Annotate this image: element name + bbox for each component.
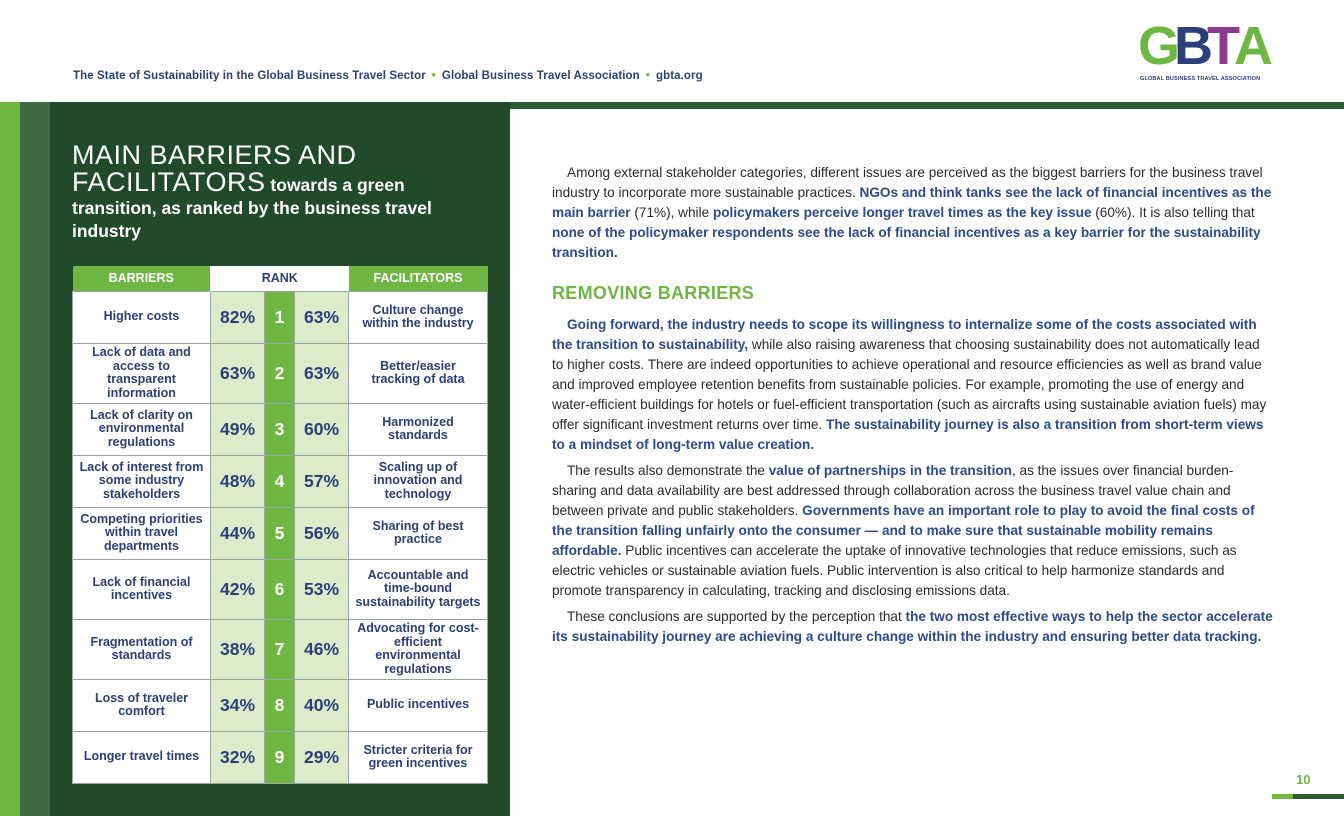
table-row — [73, 507, 488, 559]
highlighted-text: value of partnerships in the transition — [768, 463, 1012, 478]
barrier-percent: 49% — [211, 403, 265, 455]
barrier-percent: 63% — [211, 343, 265, 403]
table-row — [73, 619, 488, 679]
barrier-percent: 82% — [211, 291, 265, 343]
table-row — [73, 291, 488, 343]
barrier-label: Higher costs — [73, 291, 211, 343]
panel-title-main: MAIN BARRIERS AND FACILITATORS — [72, 140, 357, 197]
facilitator-label: Public incentives — [349, 679, 488, 731]
barrier-label: Fragmentation of standards — [73, 619, 211, 679]
highlighted-text: policymakers perceive longer travel times as the key issue — [712, 205, 1092, 220]
header-website-link[interactable]: gbta.org — [655, 70, 703, 82]
barrier-percent: 48% — [211, 455, 265, 507]
barrier-percent: 44% — [211, 507, 265, 559]
rank-number: 6 — [265, 559, 295, 619]
table-row — [73, 731, 488, 783]
highlighted-text: Governments have an important role to play to avoid the final costs of the transition falling unfairly onto the consumer — and to make sure that sustainable mobility remains affordable. — [552, 503, 1255, 558]
table-row — [73, 679, 488, 731]
rank-number: 5 — [265, 507, 295, 559]
table-row — [73, 403, 488, 455]
section-heading: REMOVING BARRIERS — [552, 283, 755, 303]
body-text-run: These conclusions are supported by the perception that — [567, 609, 906, 624]
rank-number: 4 — [265, 455, 295, 507]
paragraph-partnerships — [552, 461, 1274, 601]
facilitators-header: FACILITATORS — [349, 266, 488, 291]
facilitator-percent: 40% — [295, 679, 349, 731]
highlighted-text: the two most effective ways to help the sector accelerate its sustainability journey are achieving a culture change within the industry and ensuring better data tracking. — [552, 609, 1273, 644]
facilitator-percent: 53% — [295, 559, 349, 619]
body-text-run: Among external stakeholder categories, different issues are perceived as the biggest barriers for the business travel industry to incorporate more sustainable practices. — [552, 165, 1263, 200]
barrier-label: Longer travel times — [73, 731, 211, 783]
rank-number: 9 — [265, 731, 295, 783]
body-text-run: Public incentives can accelerate the uptake of innovative technologies that reduce emissions, such as electric vehicles or sustainable aviation fuels. Public intervention is also critical to help harmonize standards and promote transparency in calculating, tracking and disclosing emissions data. — [552, 543, 1237, 598]
rank-number: 7 — [265, 619, 295, 679]
facilitator-percent: 29% — [295, 731, 349, 783]
highlighted-text: NGOs and think tanks see the lack of financial incentives as the main barrier — [552, 185, 1272, 220]
barrier-percent: 34% — [211, 679, 265, 731]
rank-number: 3 — [265, 403, 295, 455]
facilitator-percent: 57% — [295, 455, 349, 507]
logo-letter-a: A — [1234, 16, 1268, 76]
logo-subtitle: GLOBAL BUSINESS TRAVEL ASSOCIATION — [1140, 76, 1261, 82]
facilitator-percent: 63% — [295, 343, 349, 403]
footer-rule-dark — [1293, 794, 1344, 799]
body-text-run: , as the issues over financial burden-sharing and data availability are best addressed through collaboration across the business travel value chain and between private and public stakeholders. — [552, 463, 1234, 518]
paragraph-stakeholders — [552, 163, 1274, 263]
facilitator-label: Culture change within the industry — [349, 291, 488, 343]
body-text-run: while also raising awareness that choosing sustainability does not automatically lead to higher costs. There are indeed opportunities to achieve operational and resource efficiencies as well as brand value and improved employee retention benefits from sustainable policies. For example, promoting the use of energy and water-efficient buildings for hotels or fuel-efficient transportation (such as aircrafts using sustainable aviation fuels) may offer significant investment returns over time. — [552, 337, 1267, 432]
facilitator-label: Accountable and time-bound sustainability targets — [349, 559, 488, 619]
barriers-header: BARRIERS — [73, 266, 211, 291]
table-body — [73, 291, 488, 783]
logo-letter-b: B — [1174, 16, 1208, 76]
header-separator: • — [645, 70, 650, 82]
barrier-label: Loss of traveler comfort — [73, 679, 211, 731]
rank-number: 2 — [265, 343, 295, 403]
highlighted-text: Going forward, the industry needs to scope its willingness to internalize some of the costs associated with the transition to sustainability, — [552, 317, 1257, 352]
table-header-row — [73, 266, 488, 291]
body-text-run: (60%). It is also telling that — [1091, 205, 1255, 220]
header-separator: • — [431, 70, 436, 82]
highlighted-text: none of the policymaker respondents see the lack of financial incentives as a key barrier for the sustainability transition. — [552, 225, 1261, 260]
logo-letter-t: T — [1207, 16, 1235, 76]
barrier-percent: 42% — [211, 559, 265, 619]
facilitator-label: Scaling up of innovation and technology — [349, 455, 488, 507]
barrier-label: Competing priorities within travel departments — [73, 507, 211, 559]
facilitator-percent: 60% — [295, 403, 349, 455]
table-row — [73, 455, 488, 507]
left-accent-stripe — [0, 102, 20, 816]
table-row — [73, 343, 488, 403]
facilitator-percent: 46% — [295, 619, 349, 679]
barrier-percent: 32% — [211, 731, 265, 783]
panel-title — [72, 140, 492, 243]
logo-letter-g: G — [1138, 16, 1175, 76]
facilitator-label: Sharing of best practice — [349, 507, 488, 559]
paragraph-conclusions — [552, 607, 1274, 647]
barrier-label: Lack of data and access to transparent information — [73, 343, 211, 403]
facilitator-label: Better/easier tracking of data — [349, 343, 488, 403]
body-text — [552, 163, 1274, 653]
facilitator-label: Stricter criteria for green incentives — [349, 731, 488, 783]
facilitator-percent: 63% — [295, 291, 349, 343]
barriers-facilitators-table — [72, 266, 488, 784]
header-org-name: Global Business Travel Association — [441, 70, 640, 82]
paragraph-going-forward — [552, 315, 1274, 455]
gbta-logo[interactable] — [1138, 16, 1278, 84]
body-text-run: The results also demonstrate the — [567, 463, 769, 478]
panel-title-rest: towards a green transition, as ranked by the business travel industry — [72, 175, 432, 241]
rank-number: 1 — [265, 291, 295, 343]
barrier-label: Lack of clarity on environmental regulations — [73, 403, 211, 455]
page-number: 10 — [1296, 772, 1311, 787]
facilitator-label: Advocating for cost-efficient environmental regulations — [349, 619, 488, 679]
logo-letters — [1138, 16, 1268, 76]
header-report-title: The State of Sustainability in the Global Business Travel Sector — [73, 70, 426, 82]
facilitator-percent: 56% — [295, 507, 349, 559]
barrier-label: Lack of financial incentives — [73, 559, 211, 619]
barrier-label: Lack of interest from some industry stakeholders — [73, 455, 211, 507]
facilitator-label: Harmonized standards — [349, 403, 488, 455]
highlighted-text: The sustainability journey is also a transition from short-term views to a mindset of long-term value creation. — [552, 417, 1264, 452]
barrier-percent: 38% — [211, 619, 265, 679]
running-header — [73, 70, 703, 82]
body-text-run: (71%), while — [630, 205, 713, 220]
left-band — [20, 102, 50, 816]
table-row — [73, 559, 488, 619]
rank-number: 8 — [265, 679, 295, 731]
rank-header: RANK — [211, 266, 349, 291]
